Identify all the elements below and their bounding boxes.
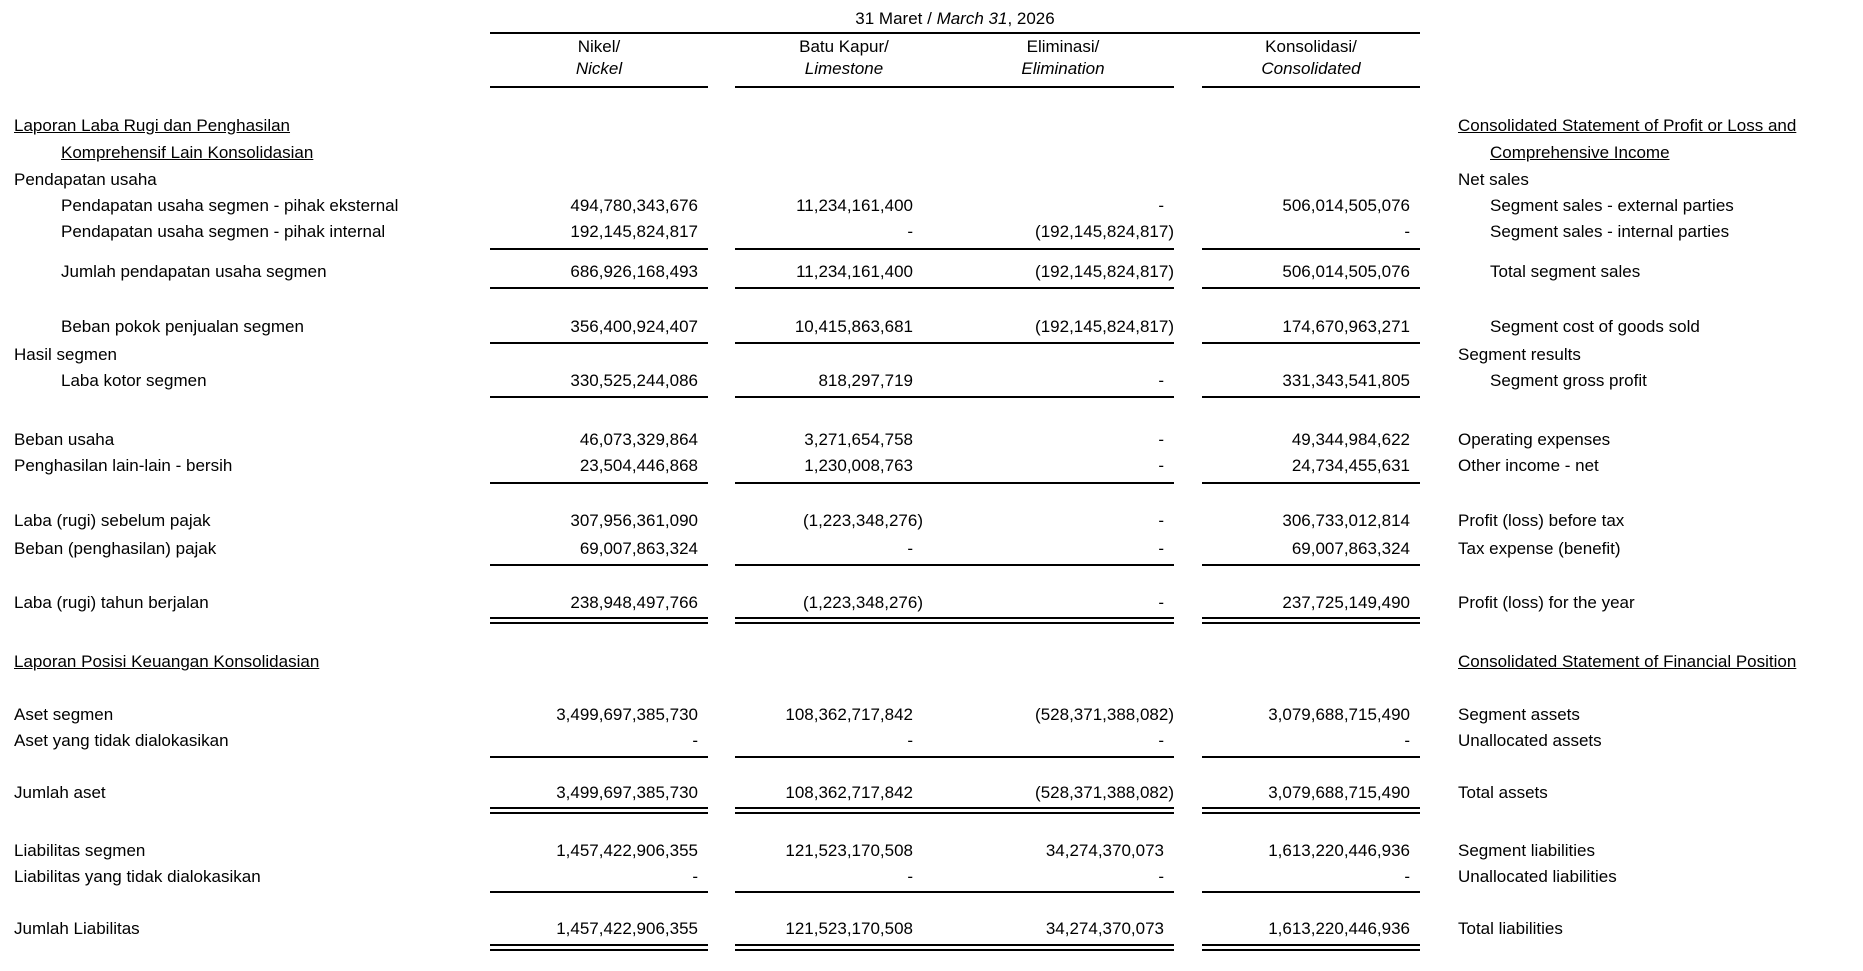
- row-value-nickel: 307,956,361,090: [570, 511, 698, 530]
- row-value-nickel: 3,499,697,385,730: [556, 783, 698, 802]
- row-value-limestone: (1,223,348,276): [802, 511, 923, 530]
- row-value-elimination: -: [1158, 731, 1164, 750]
- column-header-underline: [490, 86, 708, 88]
- column-header-consolidated: [1202, 36, 1420, 80]
- row-label-id: Jumlah aset: [14, 783, 106, 802]
- total-double-rule: [735, 944, 953, 951]
- subtotal-rule: [1202, 396, 1420, 398]
- row-label-id: Laba kotor segmen: [61, 371, 207, 390]
- row-value-limestone: -: [907, 867, 913, 886]
- column-header-elimination-en: Elimination: [1021, 59, 1105, 78]
- row-value-nickel: 238,948,497,766: [570, 593, 698, 612]
- row-value-consolidated: -: [1404, 731, 1410, 750]
- row-value-limestone: 818,297,719: [818, 371, 913, 390]
- pl-section-title-en: Consolidated Statement of Profit or Loss and: [1458, 116, 1797, 135]
- subtotal-rule: [952, 564, 1174, 566]
- row-value-consolidated: -: [1404, 867, 1410, 886]
- row-value-nickel: 1,457,422,906,355: [556, 919, 698, 938]
- row-value-elimination: (528,371,388,082): [1035, 783, 1174, 802]
- subtotal-rule: [1202, 564, 1420, 566]
- column-header-underline: [735, 86, 953, 88]
- subtotal-rule: [490, 287, 708, 289]
- row-value-consolidated: 3,079,688,715,490: [1268, 783, 1410, 802]
- row-value-consolidated: 174,670,963,271: [1282, 317, 1410, 336]
- row-label-id: Hasil segmen: [14, 345, 117, 364]
- subtotal-rule: [490, 891, 708, 893]
- subtotal-rule: [952, 891, 1174, 893]
- row-value-consolidated: 24,734,455,631: [1291, 456, 1410, 475]
- row-label-id: Pendapatan usaha segmen - pihak eksternal: [61, 196, 399, 215]
- row-value-elimination: -: [1158, 539, 1164, 558]
- row-label-id: Liabilitas segmen: [14, 841, 146, 860]
- row-label-en: Segment sales - external parties: [1490, 196, 1734, 215]
- row-value-limestone: 10,415,863,681: [794, 317, 913, 336]
- period-header: [490, 8, 1420, 30]
- row-label-id: Laba (rugi) sebelum pajak: [14, 511, 211, 530]
- row-value-consolidated: 3,079,688,715,490: [1268, 705, 1410, 724]
- row-value-nickel: 3,499,697,385,730: [556, 705, 698, 724]
- subtotal-rule: [952, 396, 1174, 398]
- row-value-limestone: 11,234,161,400: [796, 262, 913, 281]
- period-underline: [490, 32, 1420, 34]
- row-label-en: Net sales: [1458, 170, 1529, 189]
- row-value-elimination: -: [1158, 456, 1164, 475]
- subtotal-rule: [735, 891, 953, 893]
- row-value-limestone: -: [907, 539, 913, 558]
- subtotal-rule: [735, 287, 953, 289]
- row-value-nickel: 23,504,446,868: [579, 456, 698, 475]
- row-label-id: Pendapatan usaha: [14, 170, 157, 189]
- pl-section-title-id: Laporan Laba Rugi dan Penghasilan: [14, 116, 291, 135]
- row-value-nickel: 69,007,863,324: [579, 539, 698, 558]
- row-label-en: Total assets: [1458, 783, 1548, 802]
- subtotal-rule: [490, 482, 708, 484]
- total-double-rule: [1202, 807, 1420, 814]
- row-value-elimination: (528,371,388,082): [1035, 705, 1174, 724]
- column-header-underline: [952, 86, 1174, 88]
- row-value-elimination: (192,145,824,817): [1035, 262, 1174, 281]
- row-label-en: Segment assets: [1458, 705, 1580, 724]
- total-double-rule: [735, 617, 953, 624]
- total-double-rule: [735, 807, 953, 814]
- row-label-id: Beban usaha: [14, 430, 115, 449]
- subtotal-rule: [490, 342, 708, 344]
- subtotal-rule: [490, 564, 708, 566]
- subtotal-rule: [735, 396, 953, 398]
- period-id: 31 Maret /: [855, 9, 937, 28]
- subtotal-rule: [1202, 287, 1420, 289]
- column-header-nickel-en: Nickel: [575, 59, 623, 78]
- subtotal-rule: [735, 564, 953, 566]
- subtotal-rule: [735, 248, 953, 250]
- column-header-limestone-en: Limestone: [804, 59, 884, 78]
- row-value-limestone: (1,223,348,276): [802, 593, 923, 612]
- row-value-nickel: -: [692, 731, 698, 750]
- column-header-consolidated-id: Konsolidasi/: [1265, 37, 1357, 56]
- row-value-consolidated: 237,725,149,490: [1282, 593, 1410, 612]
- row-value-limestone: 108,362,717,842: [785, 705, 913, 724]
- row-label-en: Segment sales - internal parties: [1490, 222, 1730, 241]
- subtotal-rule: [952, 248, 1174, 250]
- total-double-rule: [490, 807, 708, 814]
- column-header-elimination: [952, 36, 1174, 80]
- row-label-id: Penghasilan lain-lain - bersih: [14, 456, 233, 475]
- row-value-consolidated: 1,613,220,446,936: [1268, 841, 1410, 860]
- row-value-limestone: 121,523,170,508: [785, 919, 913, 938]
- row-value-consolidated: 1,613,220,446,936: [1268, 919, 1410, 938]
- row-value-consolidated: 69,007,863,324: [1291, 539, 1410, 558]
- row-label-en: Segment gross profit: [1490, 371, 1647, 390]
- row-value-limestone: 3,271,654,758: [804, 430, 913, 449]
- subtotal-rule: [952, 756, 1174, 758]
- row-value-limestone: 1,230,008,763: [804, 456, 913, 475]
- row-label-id: Laba (rugi) tahun berjalan: [14, 593, 209, 612]
- subtotal-rule: [490, 248, 708, 250]
- row-value-limestone: 121,523,170,508: [785, 841, 913, 860]
- row-label-en: Segment results: [1458, 345, 1581, 364]
- row-label-en: Other income - net: [1458, 456, 1599, 475]
- total-double-rule: [490, 944, 708, 951]
- period-year: , 2026: [1007, 9, 1055, 28]
- subtotal-rule: [1202, 891, 1420, 893]
- subtotal-rule: [952, 342, 1174, 344]
- total-double-rule: [490, 617, 708, 624]
- subtotal-rule: [952, 482, 1174, 484]
- row-value-consolidated: 331,343,541,805: [1282, 371, 1410, 390]
- column-header-elimination-id: Eliminasi/: [1026, 37, 1100, 56]
- subtotal-rule: [1202, 482, 1420, 484]
- subtotal-rule: [1202, 756, 1420, 758]
- row-value-elimination: (192,145,824,817): [1035, 222, 1174, 241]
- row-value-consolidated: 49,344,984,622: [1291, 430, 1410, 449]
- row-label-id: Liabilitas yang tidak dialokasikan: [14, 867, 261, 886]
- row-value-elimination: -: [1158, 430, 1164, 449]
- subtotal-rule: [735, 482, 953, 484]
- column-header-consolidated-en: Consolidated: [1261, 59, 1361, 78]
- row-value-elimination: -: [1158, 867, 1164, 886]
- column-header-nickel-id: Nikel/: [577, 37, 621, 56]
- row-label-id: Aset yang tidak dialokasikan: [14, 731, 229, 750]
- row-value-nickel: 330,525,244,086: [570, 371, 698, 390]
- total-double-rule: [952, 944, 1174, 951]
- subtotal-rule: [735, 756, 953, 758]
- row-label-id: Beban (penghasilan) pajak: [14, 539, 217, 558]
- subtotal-rule: [952, 287, 1174, 289]
- row-value-limestone: 108,362,717,842: [785, 783, 913, 802]
- row-value-nickel: 46,073,329,864: [579, 430, 698, 449]
- row-value-elimination: -: [1158, 371, 1164, 390]
- pl-section-title-id: Komprehensif Lain Konsolidasian: [61, 143, 314, 162]
- pl-section-title-en: Comprehensive Income: [1490, 143, 1670, 162]
- subtotal-rule: [1202, 342, 1420, 344]
- row-label-en: Tax expense (benefit): [1458, 539, 1621, 558]
- row-label-id: Jumlah Liabilitas: [14, 919, 140, 938]
- row-label-en: Unallocated liabilities: [1458, 867, 1617, 886]
- row-value-elimination: -: [1158, 196, 1164, 215]
- row-label-en: Total segment sales: [1490, 262, 1641, 281]
- row-value-consolidated: 506,014,505,076: [1282, 262, 1410, 281]
- row-value-limestone: -: [907, 222, 913, 241]
- row-value-elimination: 34,274,370,073: [1045, 919, 1164, 938]
- fp-section-title-en: Consolidated Statement of Financial Position: [1458, 652, 1797, 671]
- subtotal-rule: [1202, 248, 1420, 250]
- row-value-nickel: 686,926,168,493: [570, 262, 698, 281]
- row-label-id: Aset segmen: [14, 705, 114, 724]
- row-value-limestone: 11,234,161,400: [796, 196, 913, 215]
- row-value-limestone: -: [907, 731, 913, 750]
- row-label-en: Operating expenses: [1458, 430, 1611, 449]
- row-label-en: Total liabilities: [1458, 919, 1563, 938]
- row-value-nickel: 1,457,422,906,355: [556, 841, 698, 860]
- subtotal-rule: [490, 756, 708, 758]
- row-label-id: Pendapatan usaha segmen - pihak internal: [61, 222, 386, 241]
- period-en: March 31: [936, 9, 1008, 28]
- row-value-consolidated: 506,014,505,076: [1282, 196, 1410, 215]
- row-label-id: Beban pokok penjualan segmen: [61, 317, 304, 336]
- row-label-en: Segment cost of goods sold: [1490, 317, 1700, 336]
- row-label-en: Unallocated assets: [1458, 731, 1602, 750]
- total-double-rule: [952, 807, 1174, 814]
- fp-section-title-id: Laporan Posisi Keuangan Konsolidasian: [14, 652, 320, 671]
- total-double-rule: [1202, 944, 1420, 951]
- column-header-limestone-id: Batu Kapur/: [799, 37, 889, 56]
- row-value-elimination: -: [1158, 511, 1164, 530]
- row-value-elimination: 34,274,370,073: [1045, 841, 1164, 860]
- row-label-en: Segment liabilities: [1458, 841, 1596, 860]
- subtotal-rule: [735, 342, 953, 344]
- total-double-rule: [1202, 617, 1420, 624]
- row-value-nickel: 192,145,824,817: [570, 222, 698, 241]
- row-value-nickel: 494,780,343,676: [570, 196, 698, 215]
- row-value-elimination: (192,145,824,817): [1035, 317, 1174, 336]
- total-double-rule: [952, 617, 1174, 624]
- column-header-limestone: [735, 36, 953, 80]
- row-value-consolidated: -: [1404, 222, 1410, 241]
- row-label-id: Jumlah pendapatan usaha segmen: [61, 262, 327, 281]
- row-label-en: Profit (loss) for the year: [1458, 593, 1635, 612]
- row-value-elimination: -: [1158, 593, 1164, 612]
- row-value-nickel: -: [692, 867, 698, 886]
- row-label-en: Profit (loss) before tax: [1458, 511, 1625, 530]
- row-value-consolidated: 306,733,012,814: [1282, 511, 1410, 530]
- row-value-nickel: 356,400,924,407: [570, 317, 698, 336]
- column-header-nickel: [490, 36, 708, 80]
- column-header-underline: [1202, 86, 1420, 88]
- subtotal-rule: [490, 396, 708, 398]
